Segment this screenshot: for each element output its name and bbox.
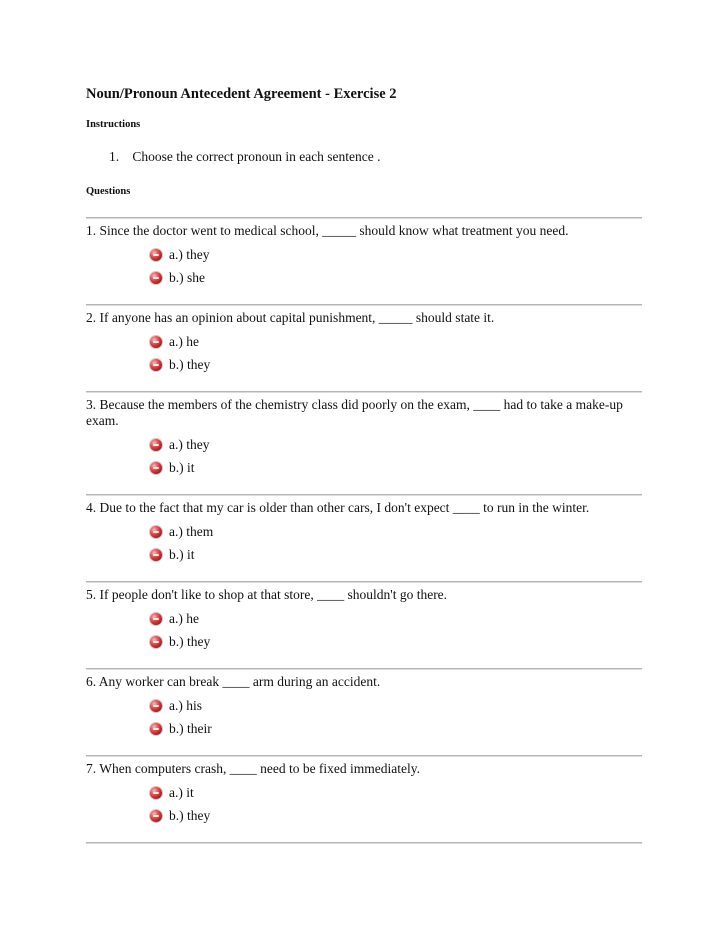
answer-option[interactable]	[150, 697, 642, 714]
answer-option[interactable]	[150, 269, 642, 286]
question-6	[86, 674, 642, 743]
radio-button-icon[interactable]	[150, 723, 162, 735]
radio-button-icon[interactable]	[150, 549, 162, 561]
question-divider	[86, 755, 642, 757]
question-7	[86, 761, 642, 830]
answer-option[interactable]	[150, 356, 642, 373]
instructions-heading: Instructions	[86, 119, 141, 130]
radio-button-icon[interactable]	[150, 787, 162, 799]
answer-label: b.) they	[169, 633, 211, 649]
page-title: Noun/Pronoun Antecedent Agreement - Exercise 2	[86, 86, 397, 102]
question-text: 4. Due to the fact that my car is older than other cars, I don't expect ____ to run in the winter.	[86, 500, 590, 515]
question-5	[86, 587, 642, 656]
answer-option[interactable]	[150, 459, 642, 476]
question-text: 7. When computers crash, ____ need to be fixed immediately.	[86, 761, 421, 776]
question-1	[86, 223, 642, 292]
question-divider	[86, 494, 642, 496]
question-text: 5. If people don't like to shop at that store, ____ shouldn't go there.	[86, 587, 448, 602]
answer-label: b.) they	[169, 356, 211, 372]
answer-label: a.) they	[169, 246, 210, 262]
radio-button-icon[interactable]	[150, 359, 162, 371]
answer-options	[150, 333, 642, 373]
answer-option[interactable]	[150, 246, 642, 263]
answer-option[interactable]	[150, 523, 642, 540]
answer-label: a.) them	[169, 523, 214, 539]
question-divider	[86, 304, 642, 306]
instruction-text: Choose the correct pronoun in each sentence .	[132, 149, 381, 164]
radio-button-icon[interactable]	[150, 439, 162, 451]
answer-option[interactable]	[150, 720, 642, 737]
question-3	[86, 397, 642, 482]
answer-options	[150, 610, 642, 650]
answer-options	[150, 697, 642, 737]
answer-label: b.) it	[169, 459, 195, 475]
answer-option[interactable]	[150, 546, 642, 563]
radio-button-icon[interactable]	[150, 336, 162, 348]
question-text: 6. Any worker can break ____ arm during an accident.	[86, 674, 381, 689]
answer-option[interactable]	[150, 633, 642, 650]
answer-label: a.) he	[169, 610, 199, 626]
answer-option[interactable]	[150, 807, 642, 824]
answer-option[interactable]	[150, 784, 642, 801]
question-divider	[86, 842, 642, 844]
questions-heading: Questions	[86, 186, 131, 197]
answer-options	[150, 436, 642, 476]
question-divider	[86, 391, 642, 393]
question-divider	[86, 668, 642, 670]
radio-button-icon[interactable]	[150, 700, 162, 712]
answer-label: a.) it	[169, 784, 194, 800]
question-4	[86, 500, 642, 569]
question-divider	[86, 581, 642, 583]
question-text: 3. Because the members of the chemistry class did poorly on the exam, ____ had to take a make-up exam.	[86, 397, 623, 428]
answer-label: b.) it	[169, 546, 195, 562]
instruction-item	[109, 149, 381, 165]
instruction-number: 1.	[109, 149, 120, 164]
radio-button-icon[interactable]	[150, 249, 162, 261]
answer-option[interactable]	[150, 333, 642, 350]
answer-option[interactable]	[150, 436, 642, 453]
question-2	[86, 310, 642, 379]
radio-button-icon[interactable]	[150, 810, 162, 822]
answer-label: b.) their	[169, 720, 212, 736]
answer-label: b.) she	[169, 269, 205, 285]
answer-label: a.) they	[169, 436, 210, 452]
answer-option[interactable]	[150, 610, 642, 627]
radio-button-icon[interactable]	[150, 462, 162, 474]
answer-label: b.) they	[169, 807, 211, 823]
question-divider	[86, 217, 642, 219]
radio-button-icon[interactable]	[150, 636, 162, 648]
question-text: 2. If anyone has an opinion about capital punishment, _____ should state it.	[86, 310, 495, 325]
answer-label: a.) he	[169, 333, 199, 349]
answer-label: a.) his	[169, 697, 202, 713]
answer-options	[150, 523, 642, 563]
radio-button-icon[interactable]	[150, 526, 162, 538]
answer-options	[150, 784, 642, 824]
radio-button-icon[interactable]	[150, 613, 162, 625]
radio-button-icon[interactable]	[150, 272, 162, 284]
question-text: 1. Since the doctor went to medical school, _____ should know what treatment you need.	[86, 223, 569, 238]
answer-options	[150, 246, 642, 286]
